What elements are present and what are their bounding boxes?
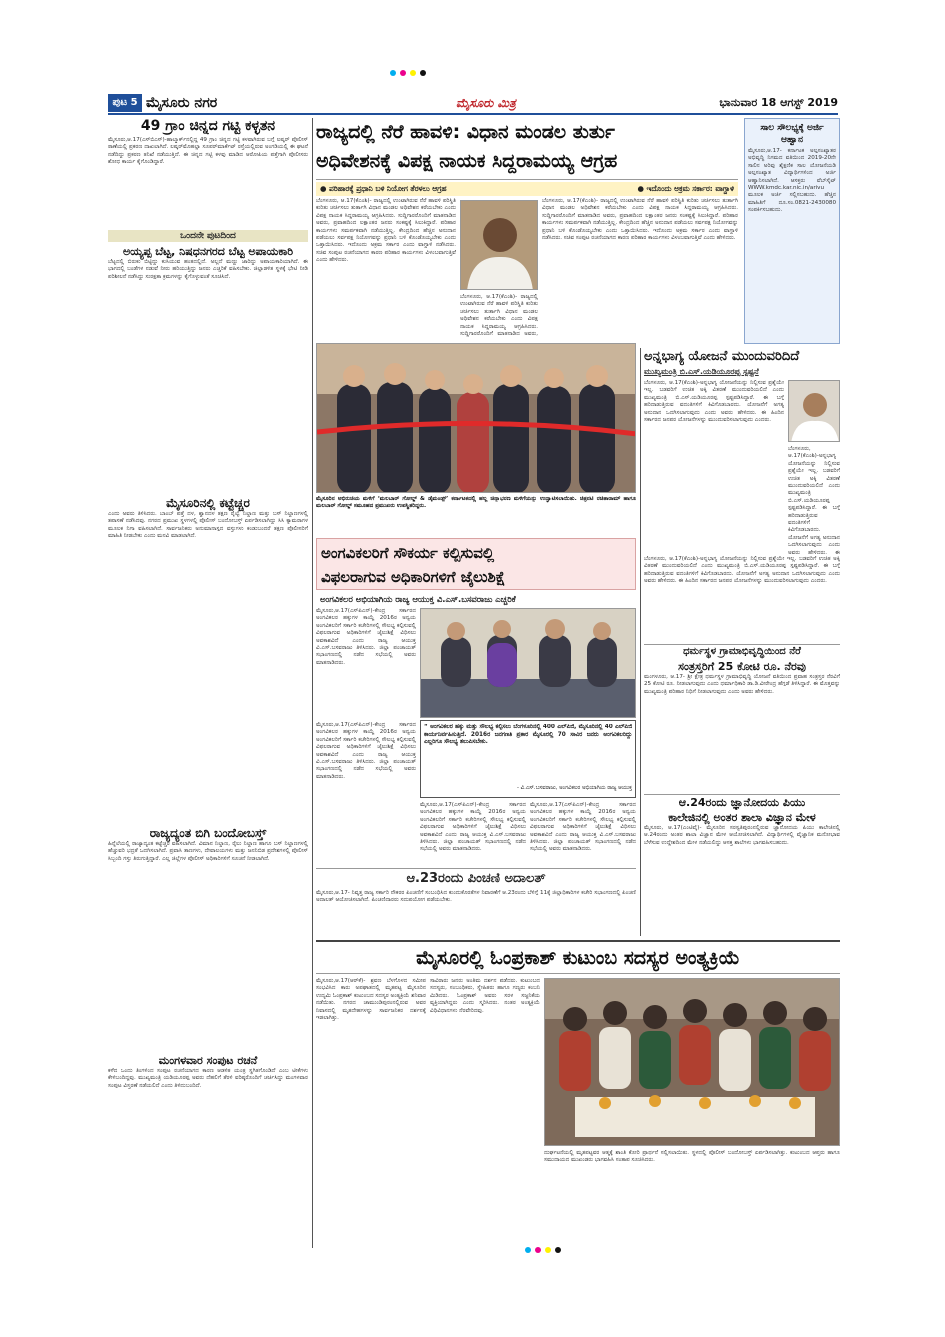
lead-subheads [316, 182, 738, 196]
science-fair-body: ಮೈಸೂರು, ಆ.17(ಎಂಟಿವೈ)- ಮೈಸೂರಿನ ಸರಸ್ವತಿಪುರಂನಲ್ಲಿರುವ ಜ್ಞಾನೋದಯ ಪಿಯು ಕಾಲೇಜಿನಲ್ಲಿ ಆ.24ರಂದು ಅಂತರ ಶಾಲಾ ವಿಜ್ಞಾನ ಮೇಳ ಆಯೋಜಿಸಲಾಗಿದೆ. ವಿದ್ಯಾರ್ಥಿಗಳಲ್ಲಿ ವೈಜ್ಞಾನಿಕ ಮನೋಭಾವ ಬೆಳೆಸುವ ಉದ್ದೇಶದಿಂದ ಮೇಳ ನಡೆಯಲಿದ್ದು ಆಸಕ್ತ ಶಾಲೆಗಳು ಭಾಗವಹಿಸಬಹುದು. [644, 825, 840, 846]
funeral-body-a: ಮೈಸೂರು,ಆ.17(ಆರ್‌ಕೆ)- ಶ್ರವಣ ಬೆಳಗೊಳದ ಸಮೀಪ ಸಂಭವಿಸಿದ ಕಾರು ಅಪಘಾತದಲ್ಲಿ ಮೃತಪಟ್ಟ ಮೈಸೂರಿನ ಉದ್ಯಮಿ ಓಂಪ್ರಕಾಶ್ ಕುಟುಂಬದ ಸದಸ್ಯರ ಅಂತ್ಯಕ್ರಿಯೆ ಶನಿವಾರ ನಡೆಯಿತು. ನಗರದ ಚಾಮುಂಡಿಪುರಂನಲ್ಲಿರುವ ಅವರ ನಿವಾಸದಲ್ಲಿ ಮೃತದೇಹಗಳನ್ನು ಸಾರ್ವಜನಿಕರ ದರ್ಶನಕ್ಕೆ ಇಡಲಾಗಿತ್ತು. [316, 978, 426, 1022]
registration-marks-top [390, 70, 426, 76]
funeral-body-c: ದುರ್ಘಟನೆಯಲ್ಲಿ ಮೃತಪಟ್ಟವರ ಆತ್ಮಕ್ಕೆ ಶಾಂತಿ ಕೋರಿ ಪ್ರಾರ್ಥನೆ ಸಲ್ಲಿಸಲಾಯಿತು. ಸ್ಥಳದಲ್ಲಿ ಪೊಲೀಸ್ ಬಂದೋಬಸ್ತ್ ಏರ್ಪಡಿಸಲಾಗಿತ್ತು. ಕುಟುಂಬದ ಆಪ್ತರು ಹಾಗೂ ಸಮುದಾಯದ ಮುಖಂಡರು ಭಾಗವಹಿಸಿ ಸಂತಾಪ ಸೂಚಿಸಿದರು. [544, 1150, 840, 1164]
disability-subhead: ಅಂಗವಿಕಲರ ಅಭಿಯಾಗಿಯ ರಾಜ್ಯ ಆಯುಕ್ತ ವಿ.ಎಸ್.ಬಸವರಾಜು ಎಚ್ಚರಿಕೆ [320, 594, 516, 604]
funeral-headline [316, 940, 840, 974]
pension-adalat-body: ಮೈಸೂರು,ಆ.17- ನಿವೃತ್ತ ರಾಜ್ಯ ಸರ್ಕಾರಿ ನೌಕರರ ಪಿಂಚಣಿಗೆ ಸಂಬಂಧಿಸಿದ ಕುಂದುಕೊರತೆಗಳ ನಿವಾರಣೆಗೆ ಆ.23ರಂದು ಬೆಳಿಗ್ಗೆ 11ಕ್ಕೆ ಜಿಲ್ಲಾಧಿಕಾರಿಗಳ ಕಚೇರಿ ಸಭಾಂಗಣದಲ್ಲಿ ಪಿಂಚಣಿ ಅದಾಲತ್ ಆಯೋಜಿಸಲಾಗಿದೆ. ಪಿಂಚಣಿದಾರರು ಸದುಪಯೋಗ ಪಡೆಯಬೇಕು. [316, 890, 636, 904]
science-fair-title-line1: ಆ.24ರಂದು ಜ್ಞಾನೋದಯ ಪಿಯು [678, 796, 806, 809]
lead-headline-line1: ರಾಜ್ಯದಲ್ಲಿ ನೆರೆ ಹಾವಳಿ: ವಿಧಾನ ಮಂಡಲ ತುರ್ತು [316, 121, 615, 143]
annabhagya-body-3: ಬೆಂಗಳೂರು, ಆ.17(ಕೆಎಂಶಿ)-ಅನ್ನಭಾಗ್ಯ ಯೋಜನೆಯನ್ನು ನಿಲ್ಲಿಸುವ ಪ್ರಶ್ನೆಯೇ ಇಲ್ಲ. ಬಡವರಿಗೆ ಉಚಿತ ಅಕ್ಕಿ ವಿತರಣೆ ಮುಂದುವರಿಯಲಿದೆ ಎಂದು ಮುಖ್ಯಮಂತ್ರಿ ಬಿ.ಎಸ್.ಯಡಿಯೂರಪ್ಪ ಸ್ಪಷ್ಟಪಡಿಸಿದ್ದಾರೆ. ಈ ಬಗ್ಗೆ ಹರಿದಾಡುತ್ತಿರುವ ವದಂತಿಗಳಿಗೆ ಕಿವಿಗೊಡಬಾರದು. ಯೋಜನೆಗೆ ಅಗತ್ಯ ಅನುದಾನ ಒದಗಿಸಲಾಗುವುದು ಎಂದು ಅವರು ಹೇಳಿದರು. ಈ ಹಿಂದಿನ ಸರ್ಕಾರದ ಜನಪರ ಯೋಜನೆಗಳನ್ನು ಮುಂದುವರಿಸಲಾಗುವುದು ಎಂದರು. [644, 556, 840, 585]
pull-quote [420, 720, 636, 798]
notice-body: ಮೈಸೂರು,ಆ.17- ಕರ್ನಾಟಕ ಅಲ್ಪಸಂಖ್ಯಾತರ ಅಭಿವೃದ್ಧಿ ನಿಗಮದ ವತಿಯಿಂದ 2019-20ನೇ ಸಾಲಿನ ಅರಿವು ಶೈಕ್ಷಣಿಕ ಸಾಲ ಯೋಜನೆಯಡಿ ಅಲ್ಪಸಂಖ್ಯಾತ ವಿದ್ಯಾರ್ಥಿಗಳಿಂದ ಅರ್ಜಿ ಆಹ್ವಾನಿಸಲಾಗಿದೆ. ಆಸಕ್ತರು ವೆಬ್‌ಸೈಟ್ WWW.kmdc.kar.nic.in/arivu ಮೂಲಕ ಅರ್ಜಿ ಸಲ್ಲಿಸಬಹುದು. ಹೆಚ್ಚಿನ ಮಾಹಿತಿಗೆ ದೂ.ಸಂ.0821-2430080 ಸಂಪರ್ಕಿಸಬಹುದು. [748, 148, 836, 214]
pension-adalat-title: ಆ.23ರಂದು ಪಿಂಚಣಿ ಅದಾಲತ್ [316, 868, 636, 888]
subhead-left: ● ಪರಿಹಾರಕ್ಕೆ ಪ್ರಧಾನಿ ಬಳಿ ನಿಯೋಗ ತೆರಳಲು ಆಗ್ರಹ [320, 184, 447, 193]
annabhagya-title: ಅನ್ನಭಾಗ್ಯ ಯೋಜನೆ ಮುಂದುವರಿದಿದೆ [644, 349, 800, 364]
article-title: ಮೈಸೂರಿನಲ್ಲಿ ಕಟ್ಟೆಚ್ಚರ [166, 496, 250, 510]
disability-headline-line1: ಅಂಗವಿಕಲರಿಗೆ ಸೌಕರ್ಯ ಕಲ್ಪಿಸುವಲ್ಲಿ [321, 544, 495, 562]
quote-text: “ ಅಂಗವಿಕಲರ ಹಕ್ಕು ಮತ್ತು ಸೌಲಭ್ಯ ಕಲ್ಪಿಸಲು ಬೆಂಗಳೂರಿನಲ್ಲಿ 400 ಎಲ್‌ಪಿಜಿ, ಮೈಸೂರಿನಲ್ಲಿ 40 ಎಲ್‌ಪಿಜಿ ಕಾರ್ಯನಿರ್ವಹಿಸುತ್ತಿದೆ. 2016ರ ಜನಗಣತಿ ಪ್ರಕಾರ ಮೈಸೂರಲ್ಲಿ 70 ಸಾವಿರ ಜನರು ಅಂಗವಿಕಲರಿದ್ದು ಎಲ್ಲರಿಗೂ ಸೌಲಭ್ಯ ತಲುಪಿಸಬೇಕು. [424, 724, 632, 746]
disability-headline-line2: ವಿಫಲರಾಗುವ ಅಧಿಕಾರಿಗಳಿಗೆ ಜೈಲುಶಿಕ್ಷೆ [321, 568, 506, 586]
dharmasthala-title-line2: ಸಂತ್ರಸ್ತರಿಗೆ 25 ಕೋಟಿ ರೂ. ನೆರವು [678, 660, 806, 673]
showroom-inauguration-photo [316, 343, 636, 493]
portrait-image [461, 201, 538, 290]
photo-image [545, 979, 840, 1146]
funeral-photo [544, 978, 840, 1146]
article-body: ಮೈಸೂರು,ಆ.17(ಎಸ್‌ಬಿಎಸ್)-ಹಾಲ್ಮಾರ್ಕ್‌ನಲ್ಲಿದ್ದ 49 ಗ್ರಾಂ ಚಿನ್ನದ ಗಟ್ಟಿ ಕಳವಾಗಿರುವ ಬಗ್ಗೆ ಲಷ್ಕರ್ ಪೊಲೀಸ್ ಠಾಣೆಯಲ್ಲಿ ಪ್ರಕರಣ ದಾಖಲಾಗಿದೆ. ಲಷ್ಕರ್‌ಮೊಹಲ್ಲಾ ಸೂಪರ್‌ಮಾರ್ಕೆಟ್ ರಸ್ತೆಯಲ್ಲಿರುವ ಅಂಗಡಿಯಲ್ಲಿ ಈ ಘಟನೆ ನಡೆದಿದ್ದು ಪ್ರಕರಣ ತನಿಖೆ ನಡೆಯುತ್ತಿದೆ. ಈ ಚಿನ್ನದ ಗಟ್ಟಿ ಕಳವು ಮಾಡಿದ ಆರೋಪಿಯ ಪತ್ತೆಗಾಗಿ ಪೊಲೀಸರು ಶೋಧ ಕಾರ್ಯ ಕೈಗೊಂಡಿದ್ದಾರೆ. [108, 137, 308, 166]
disability-article-body-4: ಮೈಸೂರು,ಆ.17(ಎಸ್‌ಪಿಎನ್)-ಕೇಂದ್ರ ಸರ್ಕಾರದ ಅಂಗವಿಕಲರ ಹಕ್ಕುಗಳ ಕಾಯ್ದೆ 2016ರ ಅನ್ವಯ ಅಂಗವಿಕಲರಿಗೆ ಸರ್ಕಾರಿ ಕಚೇರಿಗಳಲ್ಲಿ ಸೌಲಭ್ಯ ಕಲ್ಪಿಸುವಲ್ಲಿ ವಿಫಲರಾಗುವ ಅಧಿಕಾರಿಗಳಿಗೆ ಜೈಲುಶಿಕ್ಷೆ ವಿಧಿಸಲು ಅವಕಾಶವಿದೆ ಎಂದು ರಾಜ್ಯ ಆಯುಕ್ತ ವಿ.ಎಸ್.ಬಸವರಾಜು ತಿಳಿಸಿದರು. ಜಿಲ್ಲಾ ಪಂಚಾಯತ್ ಸಭಾಂಗಣದಲ್ಲಿ ನಡೆದ ಸಭೆಯಲ್ಲಿ ಅವರು ಮಾತನಾಡಿದರು. [530, 802, 636, 853]
continued-kicker: ಒಂದನೇ ಪುಟದಿಂದ [108, 230, 308, 242]
annabhagya-body-2: ಬೆಂಗಳೂರು, ಆ.17(ಕೆಎಂಶಿ)-ಅನ್ನಭಾಗ್ಯ ಯೋಜನೆಯನ್ನು ನಿಲ್ಲಿಸುವ ಪ್ರಶ್ನೆಯೇ ಇಲ್ಲ. ಬಡವರಿಗೆ ಉಚಿತ ಅಕ್ಕಿ ವಿತರಣೆ ಮುಂದುವರಿಯಲಿದೆ ಎಂದು ಮುಖ್ಯಮಂತ್ರಿ ಬಿ.ಎಸ್.ಯಡಿಯೂರಪ್ಪ ಸ್ಪಷ್ಟಪಡಿಸಿದ್ದಾರೆ. ಈ ಬಗ್ಗೆ ಹರಿದಾಡುತ್ತಿರುವ ವದಂತಿಗಳಿಗೆ ಕಿವಿಗೊಡಬಾರದು. ಯೋಜನೆಗೆ ಅಗತ್ಯ ಅನುದಾನ ಒದಗಿಸಲಾಗುವುದು ಎಂದು ಅವರು ಹೇಳಿದರು. ಈ [788, 446, 840, 556]
column-divider [312, 118, 313, 1248]
annabhagya-subhead: ಮುಖ್ಯಮಂತ್ರಿ ಬಿ.ಎಸ್.ಯಡಿಯೂರಪ್ಪ ಸ್ಪಷ್ಟನೆ [644, 367, 759, 376]
article-title: ಅಯ್ಯಪ್ಪ ಬೆಟ್ಟ, ನಿಷಧನಗರದ ಬೆಟ್ಟ ಅಪಾಯಕಾರಿ [122, 245, 294, 258]
funeral-headline-text: ಮೈಸೂರಲ್ಲಿ ಓಂಪ್ರಕಾಶ್ ಕುಟುಂಬ ಸದಸ್ಯರ ಅಂತ್ಯಕ್ರಿಯೆ [416, 947, 740, 969]
article-title: ರಾಜ್ಯದ್ಯಂತ ಬಿಗಿ ಬಂದೋಬಸ್ತ್ [149, 826, 267, 840]
portrait-image [789, 381, 840, 442]
article-title: 49 ಗ್ರಾಂ ಚಿನ್ನದ ಗಟ್ಟಿ ಕಳ್ಳತನ [140, 118, 276, 134]
disability-article-body: ಮೈಸೂರು,ಆ.17(ಎಸ್‌ಪಿಎನ್)-ಕೇಂದ್ರ ಸರ್ಕಾರದ ಅಂಗವಿಕಲರ ಹಕ್ಕುಗಳ ಕಾಯ್ದೆ 2016ರ ಅನ್ವಯ ಅಂಗವಿಕಲರಿಗೆ ಸರ್ಕಾರಿ ಕಚೇರಿಗಳಲ್ಲಿ ಸೌಲಭ್ಯ ಕಲ್ಪಿಸುವಲ್ಲಿ ವಿಫಲರಾಗುವ ಅಧಿಕಾರಿಗಳಿಗೆ ಜೈಲುಶಿಕ್ಷೆ ವಿಧಿಸಲು ಅವಕಾಶವಿದೆ ಎಂದು ರಾಜ್ಯ ಆಯುಕ್ತ ವಿ.ಎಸ್.ಬಸವರಾಜು ತಿಳಿಸಿದರು. ಜಿಲ್ಲಾ ಪಂಚಾಯತ್ ಸಭಾಂಗಣದಲ್ಲಿ ನಡೆದ ಸಭೆಯಲ್ಲಿ ಅವರು ಮಾತನಾಡಿದರು. [316, 608, 416, 666]
loan-notice-box [744, 118, 840, 344]
newspaper-name: ಮೈಸೂರು ಮಿತ್ರ [456, 96, 516, 110]
annabhagya-body: ಬೆಂಗಳೂರು, ಆ.17(ಕೆಎಂಶಿ)-ಅನ್ನಭಾಗ್ಯ ಯೋಜನೆಯನ್ನು ನಿಲ್ಲಿಸುವ ಪ್ರಶ್ನೆಯೇ ಇಲ್ಲ. ಬಡವರಿಗೆ ಉಚಿತ ಅಕ್ಕಿ ವಿತರಣೆ ಮುಂದುವರಿಯಲಿದೆ ಎಂದು ಮುಖ್ಯಮಂತ್ರಿ ಬಿ.ಎಸ್.ಯಡಿಯೂರಪ್ಪ ಸ್ಪಷ್ಟಪಡಿಸಿದ್ದಾರೆ. ಈ ಬಗ್ಗೆ ಹರಿದಾಡುತ್ತಿರುವ ವದಂತಿಗಳಿಗೆ ಕಿವಿಗೊಡಬಾರದು. ಯೋಜನೆಗೆ ಅಗತ್ಯ ಅನುದಾನ ಒದಗಿಸಲಾಗುವುದು ಎಂದು ಅವರು ಹೇಳಿದರು. ಈ ಹಿಂದಿನ ಸರ್ಕಾರದ ಜನಪರ ಯೋಜನೆಗಳನ್ನು ಮುಂದುವರಿಸಲಾಗುವುದು ಎಂದರು. [644, 380, 784, 424]
article-body: ಕಳೆದ ಒಂದು ತಿಂಗಳಿಂದ ಸಂಪುಟ ರಚನೆಯಾಗದ ಕಾರಣ ಆಡಳಿತ ಯಂತ್ರ ಸ್ಥಗಿತಗೊಂಡಿದೆ ಎಂಬ ಟೀಕೆಗಳು ಕೇಳಿಬಂದಿದ್ದವು. ಮುಖ್ಯಮಂತ್ರಿ ಯಡಿಯೂರಪ್ಪ ಅವರು ದೆಹಲಿಗೆ ತೆರಳಿ ವರಿಷ್ಠರೊಂದಿಗೆ ಚರ್ಚಿಸಿದ್ದು ಮಂಗಳವಾರ ಸಂಪುಟ ವಿಸ್ತರಣೆ ನಡೆಯಲಿದೆ ಎಂದು ತಿಳಿದುಬಂದಿದೆ. [108, 1068, 308, 1089]
registration-marks-bottom [525, 1247, 561, 1253]
photo-image [317, 344, 636, 493]
right-column [644, 348, 840, 938]
notice-title: ಸಾಲ ಸೌಲಭ್ಯಕ್ಕೆ ಅರ್ಜಿ ಆಹ್ವಾನ [760, 123, 824, 145]
science-fair-title-line2: ಕಾಲೇಜಿನಲ್ಲಿ ಅಂತರ ಶಾಲಾ ವಿಜ್ಞಾನ ಮೇಳ [668, 811, 816, 824]
yediyurappa-photo [788, 380, 840, 442]
page-masthead [108, 92, 838, 114]
photo-caption: ಮೈಸೂರಿನ ಅಭಿರುಚಿಯ ಮಳಿಗೆ ‘ಮಲಬಾರ್ ಗೋಲ್ಡ್ & ಡೈಮಂಡ್ಸ್’ ಕರ್ನಾಟಕದಲ್ಲಿ ಹಲ್ಲ ಚಿನ್ನಾಭರಣ ಮಳಿಗೆಯನ್ನು ಉದ್ಘಾಟಿಸಲಾಯಿತು. ಚಿತ್ರನಟಿ ರಚಿತಾರಾಮ್ ಹಾಗೂ ಮಲಬಾರ್ ಗೋಲ್ಡ್ ಸಮೂಹದ ಪ್ರಮುಖರು ಉಪಸ್ಥಿತರಿದ್ದರು. [316, 496, 636, 510]
dharmasthala-body: ಮಂಗಳೂರು, ಆ.17- ಶ್ರೀ ಕ್ಷೇತ್ರ ಧರ್ಮಸ್ಥಳ ಗ್ರಾಮಾಭಿವೃದ್ಧಿ ಯೋಜನೆ ವತಿಯಿಂದ ಪ್ರವಾಹ ಸಂತ್ರಸ್ತರ ನೆರವಿಗೆ 25 ಕೋಟಿ ರೂ. ನೀಡಲಾಗುವುದು ಎಂದು ಧರ್ಮಾಧಿಕಾರಿ ಡಾ.ಡಿ.ವೀರೇಂದ್ರ ಹೆಗ್ಗಡೆ ತಿಳಿಸಿದ್ದಾರೆ. ಈ ಮೊತ್ತವನ್ನು ಮುಖ್ಯಮಂತ್ರಿ ಪರಿಹಾರ ನಿಧಿಗೆ ನೀಡಲಾಗುವುದು ಎಂದು ಅವರು ಹೇಳಿದರು. [644, 674, 840, 695]
lead-article-body-3: ಬೆಂಗಳೂರು, ಆ.17(ಕೆಎಂಶಿ)- ರಾಜ್ಯದಲ್ಲಿ ಉಂಟಾಗಿರುವ ನೆರೆ ಹಾವಳಿ ಪರಿಸ್ಥಿತಿ ಕುರಿತು ಚರ್ಚಿಸಲು ತುರ್ತಾಗಿ ವಿಧಾನ ಮಂಡಲ ಅಧಿವೇಶನ ಕರೆಯಬೇಕು ಎಂದು ವಿಪಕ್ಷ ನಾಯಕ ಸಿದ್ದರಾಮಯ್ಯ ಆಗ್ರಹಿಸಿದರು. ಸುದ್ದಿಗಾರರೊಂದಿಗೆ ಮಾತನಾಡಿದ ಅವರು, ಪ್ರವಾಹದಿಂದ ಲಕ್ಷಾಂತರ ಜನರು ಸಂಕಷ್ಟಕ್ಕೆ ಸಿಲುಕಿದ್ದಾರೆ. ಪರಿಹಾರ ಕಾರ್ಯಗಳು ಸಮರ್ಪಕವಾಗಿ ನಡೆಯುತ್ತಿಲ್ಲ. ಕೇಂದ್ರದಿಂದ ಹೆಚ್ಚಿನ ಅನುದಾನ ಪಡೆಯಲು ಸರ್ವಪಕ್ಷ ನಿಯೋಗವನ್ನು ಪ್ರಧಾನಿ ಬಳಿ ಕೊಂಡೊಯ್ಯಬೇಕು ಎಂದು ಒತ್ತಾಯಿಸಿದರು. ಇದೊಂದು ಅಕ್ರಮ ಸರ್ಕಾರ ಎಂದು ವಾಗ್ದಾಳಿ ನಡೆಸಿದರು. ಸಚಿವ ಸಂಪುಟ ರಚನೆಯಾಗದ ಕಾರಣ ಪರಿಹಾರ ಕಾರ್ಯಗಳು ವಿಳಂಬವಾಗುತ್ತಿವೆ ಎಂದು ಹೇಳಿದರು. [542, 198, 738, 242]
siddaramaiah-photo [460, 200, 538, 290]
lead-headline-box [316, 118, 738, 180]
lead-article-body-2: ಬೆಂಗಳೂರು, ಆ.17(ಕೆಎಂಶಿ)- ರಾಜ್ಯದಲ್ಲಿ ಉಂಟಾಗಿರುವ ನೆರೆ ಹಾವಳಿ ಪರಿಸ್ಥಿತಿ ಕುರಿತು ಚರ್ಚಿಸಲು ತುರ್ತಾಗಿ ವಿಧಾನ ಮಂಡಲ ಅಧಿವೇಶನ ಕರೆಯಬೇಕು ಎಂದು ವಿಪಕ್ಷ ನಾಯಕ ಸಿದ್ದರಾಮಯ್ಯ ಆಗ್ರಹಿಸಿದರು. ಸುದ್ದಿಗಾರರೊಂದಿಗೆ ಮಾತನಾಡಿದ ಅವರು, [460, 294, 538, 338]
article-body: ಹಿನ್ನೆಲೆಯಲ್ಲಿ ರಾಜ್ಯಾದ್ಯಂತ ಕಟ್ಟೆಚ್ಚರ ವಹಿಸಲಾಗಿದೆ. ವಿಮಾನ ನಿಲ್ದಾಣ, ರೈಲು ನಿಲ್ದಾಣ ಹಾಗೂ ಬಸ್ ನಿಲ್ದಾಣಗಳಲ್ಲಿ ಹೆಚ್ಚುವರಿ ಭದ್ರತೆ ಒದಗಿಸಲಾಗಿದೆ. ಪ್ರವಾಸಿ ತಾಣಗಳು, ದೇವಾಲಯಗಳು ಮತ್ತು ಜನನಿಬಿಡ ಪ್ರದೇಶಗಳಲ್ಲಿ ಪೊಲೀಸ್ ಸಿಬ್ಬಂದಿ ಗಸ್ತು ತಿರುಗುತ್ತಿದ್ದಾರೆ. ಎಲ್ಲ ಜಿಲ್ಲೆಗಳ ಪೊಲೀಸ್ ಅಧಿಕಾರಿಗಳಿಗೆ ಸೂಚನೆ ನೀಡಲಾಗಿದೆ. [108, 841, 308, 862]
meeting-photo [420, 608, 636, 718]
disability-article-body-3: ಮೈಸೂರು,ಆ.17(ಎಸ್‌ಪಿಎನ್)-ಕೇಂದ್ರ ಸರ್ಕಾರದ ಅಂಗವಿಕಲರ ಹಕ್ಕುಗಳ ಕಾಯ್ದೆ 2016ರ ಅನ್ವಯ ಅಂಗವಿಕಲರಿಗೆ ಸರ್ಕಾರಿ ಕಚೇರಿಗಳಲ್ಲಿ ಸೌಲಭ್ಯ ಕಲ್ಪಿಸುವಲ್ಲಿ ವಿಫಲರಾಗುವ ಅಧಿಕಾರಿಗಳಿಗೆ ಜೈಲುಶಿಕ್ಷೆ ವಿಧಿಸಲು ಅವಕಾಶವಿದೆ ಎಂದು ರಾಜ್ಯ ಆಯುಕ್ತ ವಿ.ಎಸ್.ಬಸವರಾಜು ತಿಳಿಸಿದರು. ಜಿಲ್ಲಾ ಪಂಚಾಯತ್ ಸಭಾಂಗಣದಲ್ಲಿ ನಡೆದ ಸಭೆಯಲ್ಲಿ ಅವರು ಮಾತನಾಡಿದರು. [420, 802, 526, 853]
page-number-badge: ಪುಟ 5 [108, 94, 142, 112]
left-column [108, 118, 308, 1248]
disability-headline-box [316, 538, 636, 590]
lead-headline-line2: ಅಧಿವೇಶನಕ್ಕೆ ವಿಪಕ್ಷ ನಾಯಕ ಸಿದ್ದರಾಮಯ್ಯ ಆಗ್ರಹ [316, 150, 618, 172]
subhead-right: ● ಇದೊಂದು ಅಕ್ರಮ ಸರ್ಕಾರ: ವಾಗ್ದಾಳಿ [637, 184, 734, 193]
article-title: ಮಂಗಳವಾರ ಸಂಪುಟ ರಚನೆ [158, 1054, 258, 1067]
dharmasthala-title-line1: ಧರ್ಮಸ್ಥಳ ಗ್ರಾಮಾಭಿವೃದ್ಧಿಯಿಂದ ನೆರೆ [683, 646, 801, 657]
disability-article-body-2: ಮೈಸೂರು,ಆ.17(ಎಸ್‌ಪಿಎನ್)-ಕೇಂದ್ರ ಸರ್ಕಾರದ ಅಂಗವಿಕಲರ ಹಕ್ಕುಗಳ ಕಾಯ್ದೆ 2016ರ ಅನ್ವಯ ಅಂಗವಿಕಲರಿಗೆ ಸರ್ಕಾರಿ ಕಚೇರಿಗಳಲ್ಲಿ ಸೌಲಭ್ಯ ಕಲ್ಪಿಸುವಲ್ಲಿ ವಿಫಲರಾಗುವ ಅಧಿಕಾರಿಗಳಿಗೆ ಜೈಲುಶಿಕ್ಷೆ ವಿಧಿಸಲು ಅವಕಾಶವಿದೆ ಎಂದು ರಾಜ್ಯ ಆಯುಕ್ತ ವಿ.ಎಸ್.ಬಸವರಾಜು ತಿಳಿಸಿದರು. ಜಿಲ್ಲಾ ಪಂಚಾಯತ್ ಸಭಾಂಗಣದಲ್ಲಿ ನಡೆದ ಸಭೆಯಲ್ಲಿ ಅವರು ಮಾತನಾಡಿದರು. [316, 722, 416, 780]
issue-date: ಭಾನುವಾರ 18 ಆಗಸ್ಟ್ 2019 [719, 96, 838, 109]
article-body: ಬೆಟ್ಟದಲ್ಲಿ ಬಿರುಕು ಬಿಟ್ಟಿದ್ದು ಕುಸಿಯುವ ಹಂತದಲ್ಲಿದೆ. ಅಲ್ಲದೆ ಮಣ್ಣು ಜಾರಿದ್ದು ಅಪಾಯಕಾರಿಯಾಗಿದೆ. ಈ ಭಾಗದಲ್ಲಿ ಬಂಡೆಗಳ ನಡುವೆ ನೀರು ಹರಿಯುತ್ತಿದ್ದು ಜನರು ಎಚ್ಚರಿಕೆ ವಹಿಸಬೇಕು. ಜಿಲ್ಲಾಡಳಿತ ಸ್ಥಳಕ್ಕೆ ಭೇಟಿ ನೀಡಿ ಪರಿಶೀಲನೆ ನಡೆಸಿದ್ದು ಸುರಕ್ಷತಾ ಕ್ರಮಗಳನ್ನು ಕೈಗೊಳ್ಳುವಂತೆ ಸೂಚಿಸಿದೆ. [108, 259, 308, 280]
funeral-body-b: ಸಾವಿರಾರು ಜನರು ಅಂತಿಮ ದರ್ಶನ ಪಡೆದರು. ಕುಟುಂಬದ ಸದಸ್ಯರು, ಸಂಬಂಧಿಕರು, ಸ್ನೇಹಿತರು ಹಾಗೂ ಗಣ್ಯರು ಕಂಬನಿ ಮಿಡಿದರು. ಓಂಪ್ರಕಾಶ್ ಅವರು ಸರಳ ಸಜ್ಜನಿಕೆಯ ವ್ಯಕ್ತಿಯಾಗಿದ್ದರು ಎಂದು ಸ್ಮರಿಸಿದರು. ನಂತರ ಅಂತ್ಯಕ್ರಿಯೆ ವಿಧಿವಿಧಾನಗಳು ನೆರವೇರಿದವು. [430, 978, 540, 1014]
photo-image [421, 609, 636, 718]
quote-attribution: - ವಿ.ಎಸ್.ಬಸವರಾಜು, ಅಂಗವಿಕಲರ ಅಭಿಯಾಗಿಯ ರಾಜ್ಯ ಆಯುಕ್ತ [517, 785, 632, 791]
lead-article-body: ಬೆಂಗಳೂರು, ಆ.17(ಕೆಎಂಶಿ)- ರಾಜ್ಯದಲ್ಲಿ ಉಂಟಾಗಿರುವ ನೆರೆ ಹಾವಳಿ ಪರಿಸ್ಥಿತಿ ಕುರಿತು ಚರ್ಚಿಸಲು ತುರ್ತಾಗಿ ವಿಧಾನ ಮಂಡಲ ಅಧಿವೇಶನ ಕರೆಯಬೇಕು ಎಂದು ವಿಪಕ್ಷ ನಾಯಕ ಸಿದ್ದರಾಮಯ್ಯ ಆಗ್ರಹಿಸಿದರು. ಸುದ್ದಿಗಾರರೊಂದಿಗೆ ಮಾತನಾಡಿದ ಅವರು, ಪ್ರವಾಹದಿಂದ ಲಕ್ಷಾಂತರ ಜನರು ಸಂಕಷ್ಟಕ್ಕೆ ಸಿಲುಕಿದ್ದಾರೆ. ಪರಿಹಾರ ಕಾರ್ಯಗಳು ಸಮರ್ಪಕವಾಗಿ ನಡೆಯುತ್ತಿಲ್ಲ. ಕೇಂದ್ರದಿಂದ ಹೆಚ್ಚಿನ ಅನುದಾನ ಪಡೆಯಲು ಸರ್ವಪಕ್ಷ ನಿಯೋಗವನ್ನು ಪ್ರಧಾನಿ ಬಳಿ ಕೊಂಡೊಯ್ಯಬೇಕು ಎಂದು ಒತ್ತಾಯಿಸಿದರು. ಇದೊಂದು ಅಕ್ರಮ ಸರ್ಕಾರ ಎಂದು ವಾಗ್ದಾಳಿ ನಡೆಸಿದರು. ಸಚಿವ ಸಂಪುಟ ರಚನೆಯಾಗದ ಕಾರಣ ಪರಿಹಾರ ಕಾರ್ಯಗಳು ವಿಳಂಬವಾಗುತ್ತಿವೆ ಎಂದು ಹೇಳಿದರು. [316, 198, 456, 264]
column-divider [640, 348, 641, 936]
section-name: ಮೈಸೂರು ನಗರ [146, 95, 218, 111]
article-body: ಎಂದು ಅವರು ತಿಳಿಸಿದರು. ಬಾಂಬ್ ಪತ್ತೆ ದಳ, ಶ್ವಾನದಳ ತಕ್ಷಣ ರೈಲ್ವೆ ನಿಲ್ದಾಣ ಮತ್ತು ಬಸ್ ನಿಲ್ದಾಣಗಳಲ್ಲಿ ತಪಾಸಣೆ ನಡೆಸಿದವು. ನಗರದ ಪ್ರಮುಖ ಸ್ಥಳಗಳಲ್ಲಿ ಪೊಲೀಸ್ ಬಂದೋಬಸ್ತ್ ಏರ್ಪಡಿಸಲಾಗಿದ್ದು ಸಿಸಿ ಕ್ಯಾಮರಾಗಳ ಮೂಲಕ ನಿಗಾ ವಹಿಸಲಾಗಿದೆ. ಸಾರ್ವಜನಿಕರು ಅನುಮಾನಾಸ್ಪದ ವಸ್ತುಗಳು ಕಂಡುಬಂದರೆ ತಕ್ಷಣ ಪೊಲೀಸರಿಗೆ ಮಾಹಿತಿ ನೀಡಬೇಕು ಎಂದು ಮನವಿ ಮಾಡಲಾಗಿದೆ. [108, 511, 308, 540]
